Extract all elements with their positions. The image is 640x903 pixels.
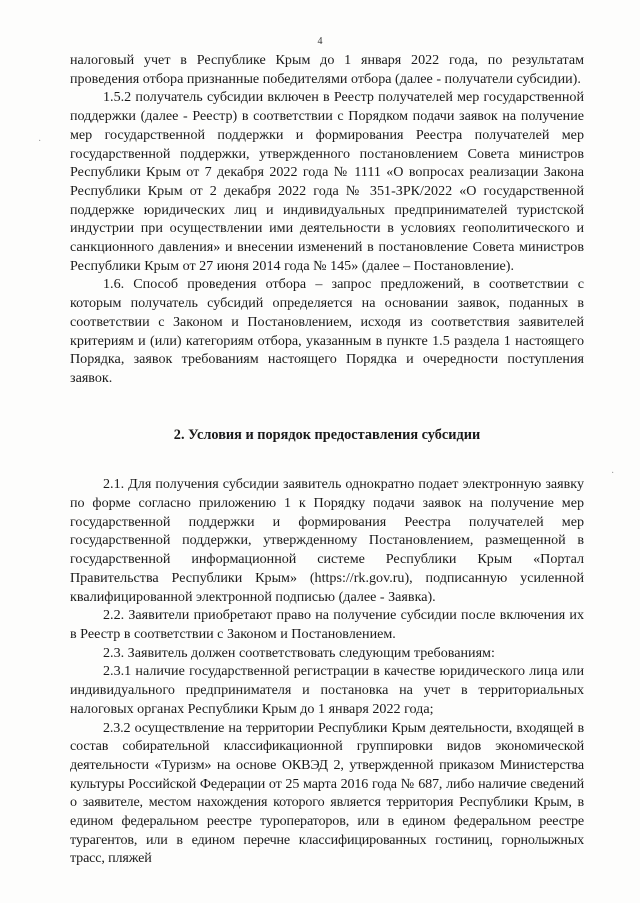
scan-speck: · [611,468,615,479]
section-heading: 2. Условия и порядок предоставления субсидии [173,426,481,443]
paragraph-2-3: 2.3. Заявитель должен соответствовать следующим требованиям: [103,644,495,661]
paragraph-2-3-1: 2.3.1 наличие государственной регистрации в качестве юридического лица или индивидуального предпринимателя и постановка на учет в территориальных налоговых органах Республики Крым до 1 января 2022 года; [70,663,584,717]
page-number: 4 [317,36,323,47]
scan-speck: · [38,136,42,147]
paragraph-continuation: налоговый учет в Республике Крым до 1 января 2022 года, по результатам проведения отбора признанные победителями отбора (далее - получатели субсидии). [70,52,584,87]
paragraph-1-5-2: 1.5.2 получатель субсидии включен в Реестр получателей мер государственной поддержки (далее - Реестр) в соответствии с Порядком подачи заявок на получение мер государственной поддержки и формирования Реестра получателей мер государственной поддержки, утвержденного постановлением Совета министров Республики Крым от 7 декабря 2022 года № 1111 «О вопросах реализации Закона Республики Крым от 2 декабря 2022 года № 351-ЗРК/2022 «О государственной поддержке юридических лиц и индивидуальных предпринимателей туристской индустрии при осуществлении ими деятельности в условиях геополитического и санкционного давления» и внесении изменений в постановление Совета министров Республики Крым от 27 июня 2014 года № 145» (далее – Постановление). [70,89,584,274]
paragraph-1-6: 1.6. Способ проведения отбора – запрос предложений, в соответствии с которым получатель субсидий определяется на основании заявок, поданных в соответствии с Законом и Постановлением, исходя из соответствия заявителей критериям и (или) категориям отбора, указанным в пункте 1.5 раздела 1 настоящего Порядка, заявок требованиям настоящего Порядка и очередности поступления заявок. [70,276,584,386]
document-body [70,51,584,868]
paragraph-2-2: 2.2. Заявители приобретают право на получение субсидии после включения их в Реестр в соответствии с Законом и Постановлением. [70,607,584,642]
paragraph-2-3-2: 2.3.2 осуществление на территории Республики Крым деятельности, входящей в состав собирательной классификационной группировки видов экономической деятельности «Туризм» на основе ОКВЭД 2, утвержденной приказом Министерства культуры Российской Федерации от 25 марта 2016 года № 687, либо наличие сведений о заявителе, местом нахождения которого является территория Республики Крым, в едином федеральном реестре туроператоров, или в едином федеральном реестре турагентов, или в едином перечне классифицированных гостиниц, горнолыжных трасс, пляжей [70,719,584,867]
paragraph-2-1: 2.1. Для получения субсидии заявитель однократно подает электронную заявку по форме согласно приложению 1 к Порядку подачи заявок на получение мер государственной поддержки и формирования Реестра получателей мер государственной поддержки, утвержденному Постановлением, размещенной в государственной информационной системе Республики Крым «Портал Правительства Республики Крым» (https://rk.gov.ru), подписанную усиленной квалифицированной электронной подписью (далее - Заявка). [70,476,584,605]
